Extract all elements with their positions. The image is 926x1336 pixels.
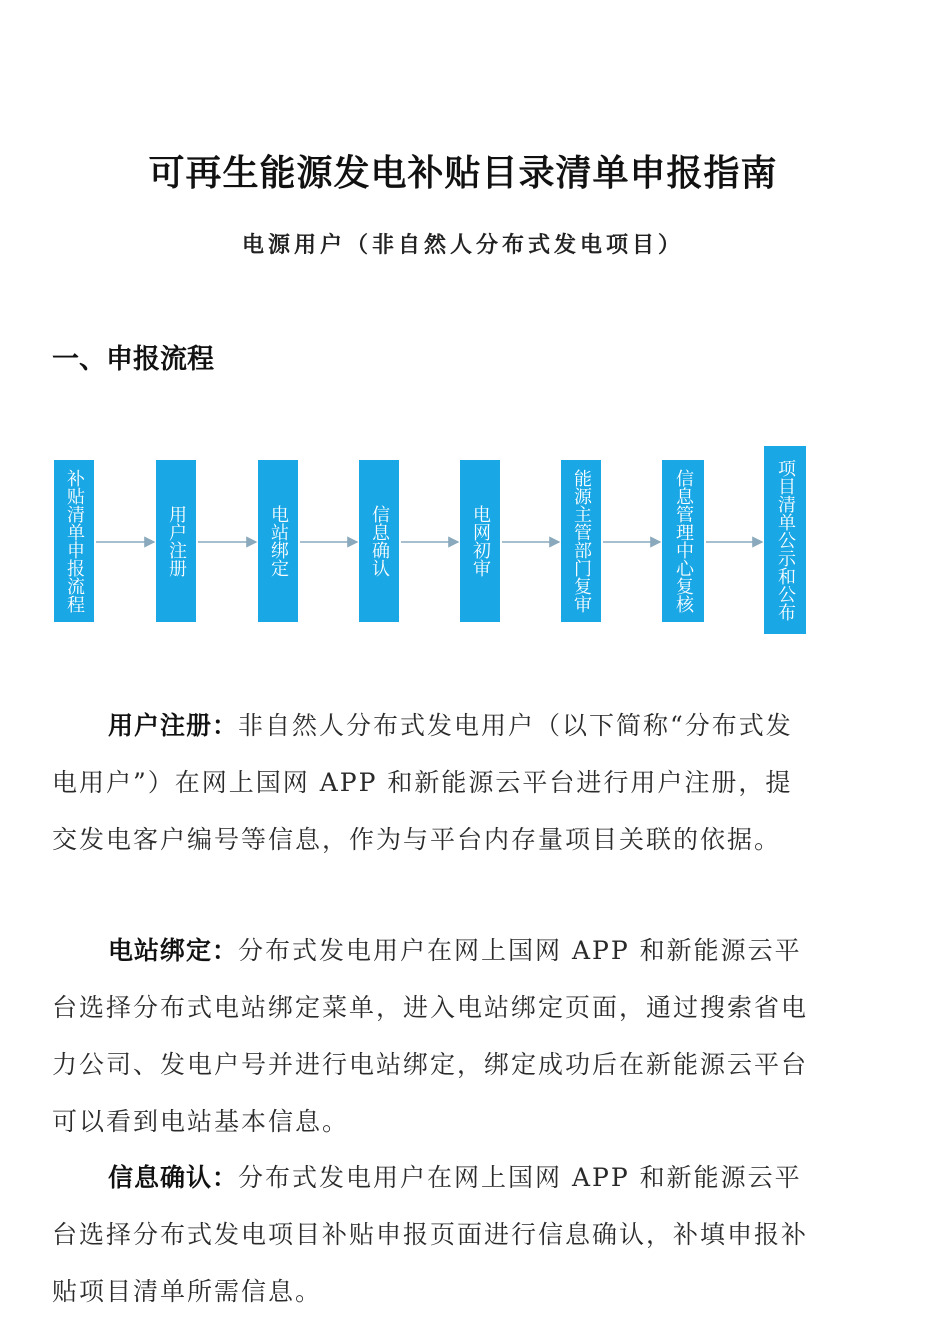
paragraph-lead: 用户注册： xyxy=(108,711,239,740)
paragraph-user-registration xyxy=(52,697,812,868)
process-flowchart xyxy=(0,440,926,650)
page-title: 可再生能源发电补贴目录清单申报指南 xyxy=(148,153,778,194)
flow-step-0: 补贴清单申报流程 xyxy=(54,460,94,622)
page-subtitle: 电源用户（非自然人分布式发电项目） xyxy=(241,233,684,258)
flow-step-7: 项目清单公示和公布 xyxy=(764,446,806,634)
section-heading-process: 一、申报流程 xyxy=(52,344,214,375)
flow-step-6: 信息管理中心复核 xyxy=(662,460,704,622)
paragraph-info-confirmation xyxy=(52,1149,812,1320)
flow-step-1: 用户注册 xyxy=(156,460,196,622)
paragraph-text: 分布式发电用户在网上国网 APP 和新能源云平台选择分布式电站绑定菜单，进入电站绑定页面，通过搜索省电力公司、发电户号并进行电站绑定，绑定成功后在新能源云平台可以看到电站基本信息。 xyxy=(52,936,809,1136)
flow-step-2: 电站绑定 xyxy=(258,460,298,622)
paragraph-lead: 信息确认： xyxy=(108,1163,239,1192)
flow-step-5: 能源主管部门复审 xyxy=(561,460,601,622)
paragraph-text: 分布式发电用户在网上国网 APP 和新能源云平台选择分布式发电项目补贴申报页面进行信息确认，补填申报补贴项目清单所需信息。 xyxy=(52,1163,809,1306)
paragraph-station-binding xyxy=(52,922,812,1150)
flow-step-3: 信息确认 xyxy=(359,460,399,622)
paragraph-text: 非自然人分布式发电用户（以下简称“分布式发电用户”）在网上国网 APP 和新能源云平台进行用户注册，提交发电客户编号等信息，作为与平台内存量项目关联的依据。 xyxy=(52,711,793,854)
paragraph-lead: 电站绑定： xyxy=(108,936,239,965)
flow-step-4: 电网初审 xyxy=(460,460,500,622)
